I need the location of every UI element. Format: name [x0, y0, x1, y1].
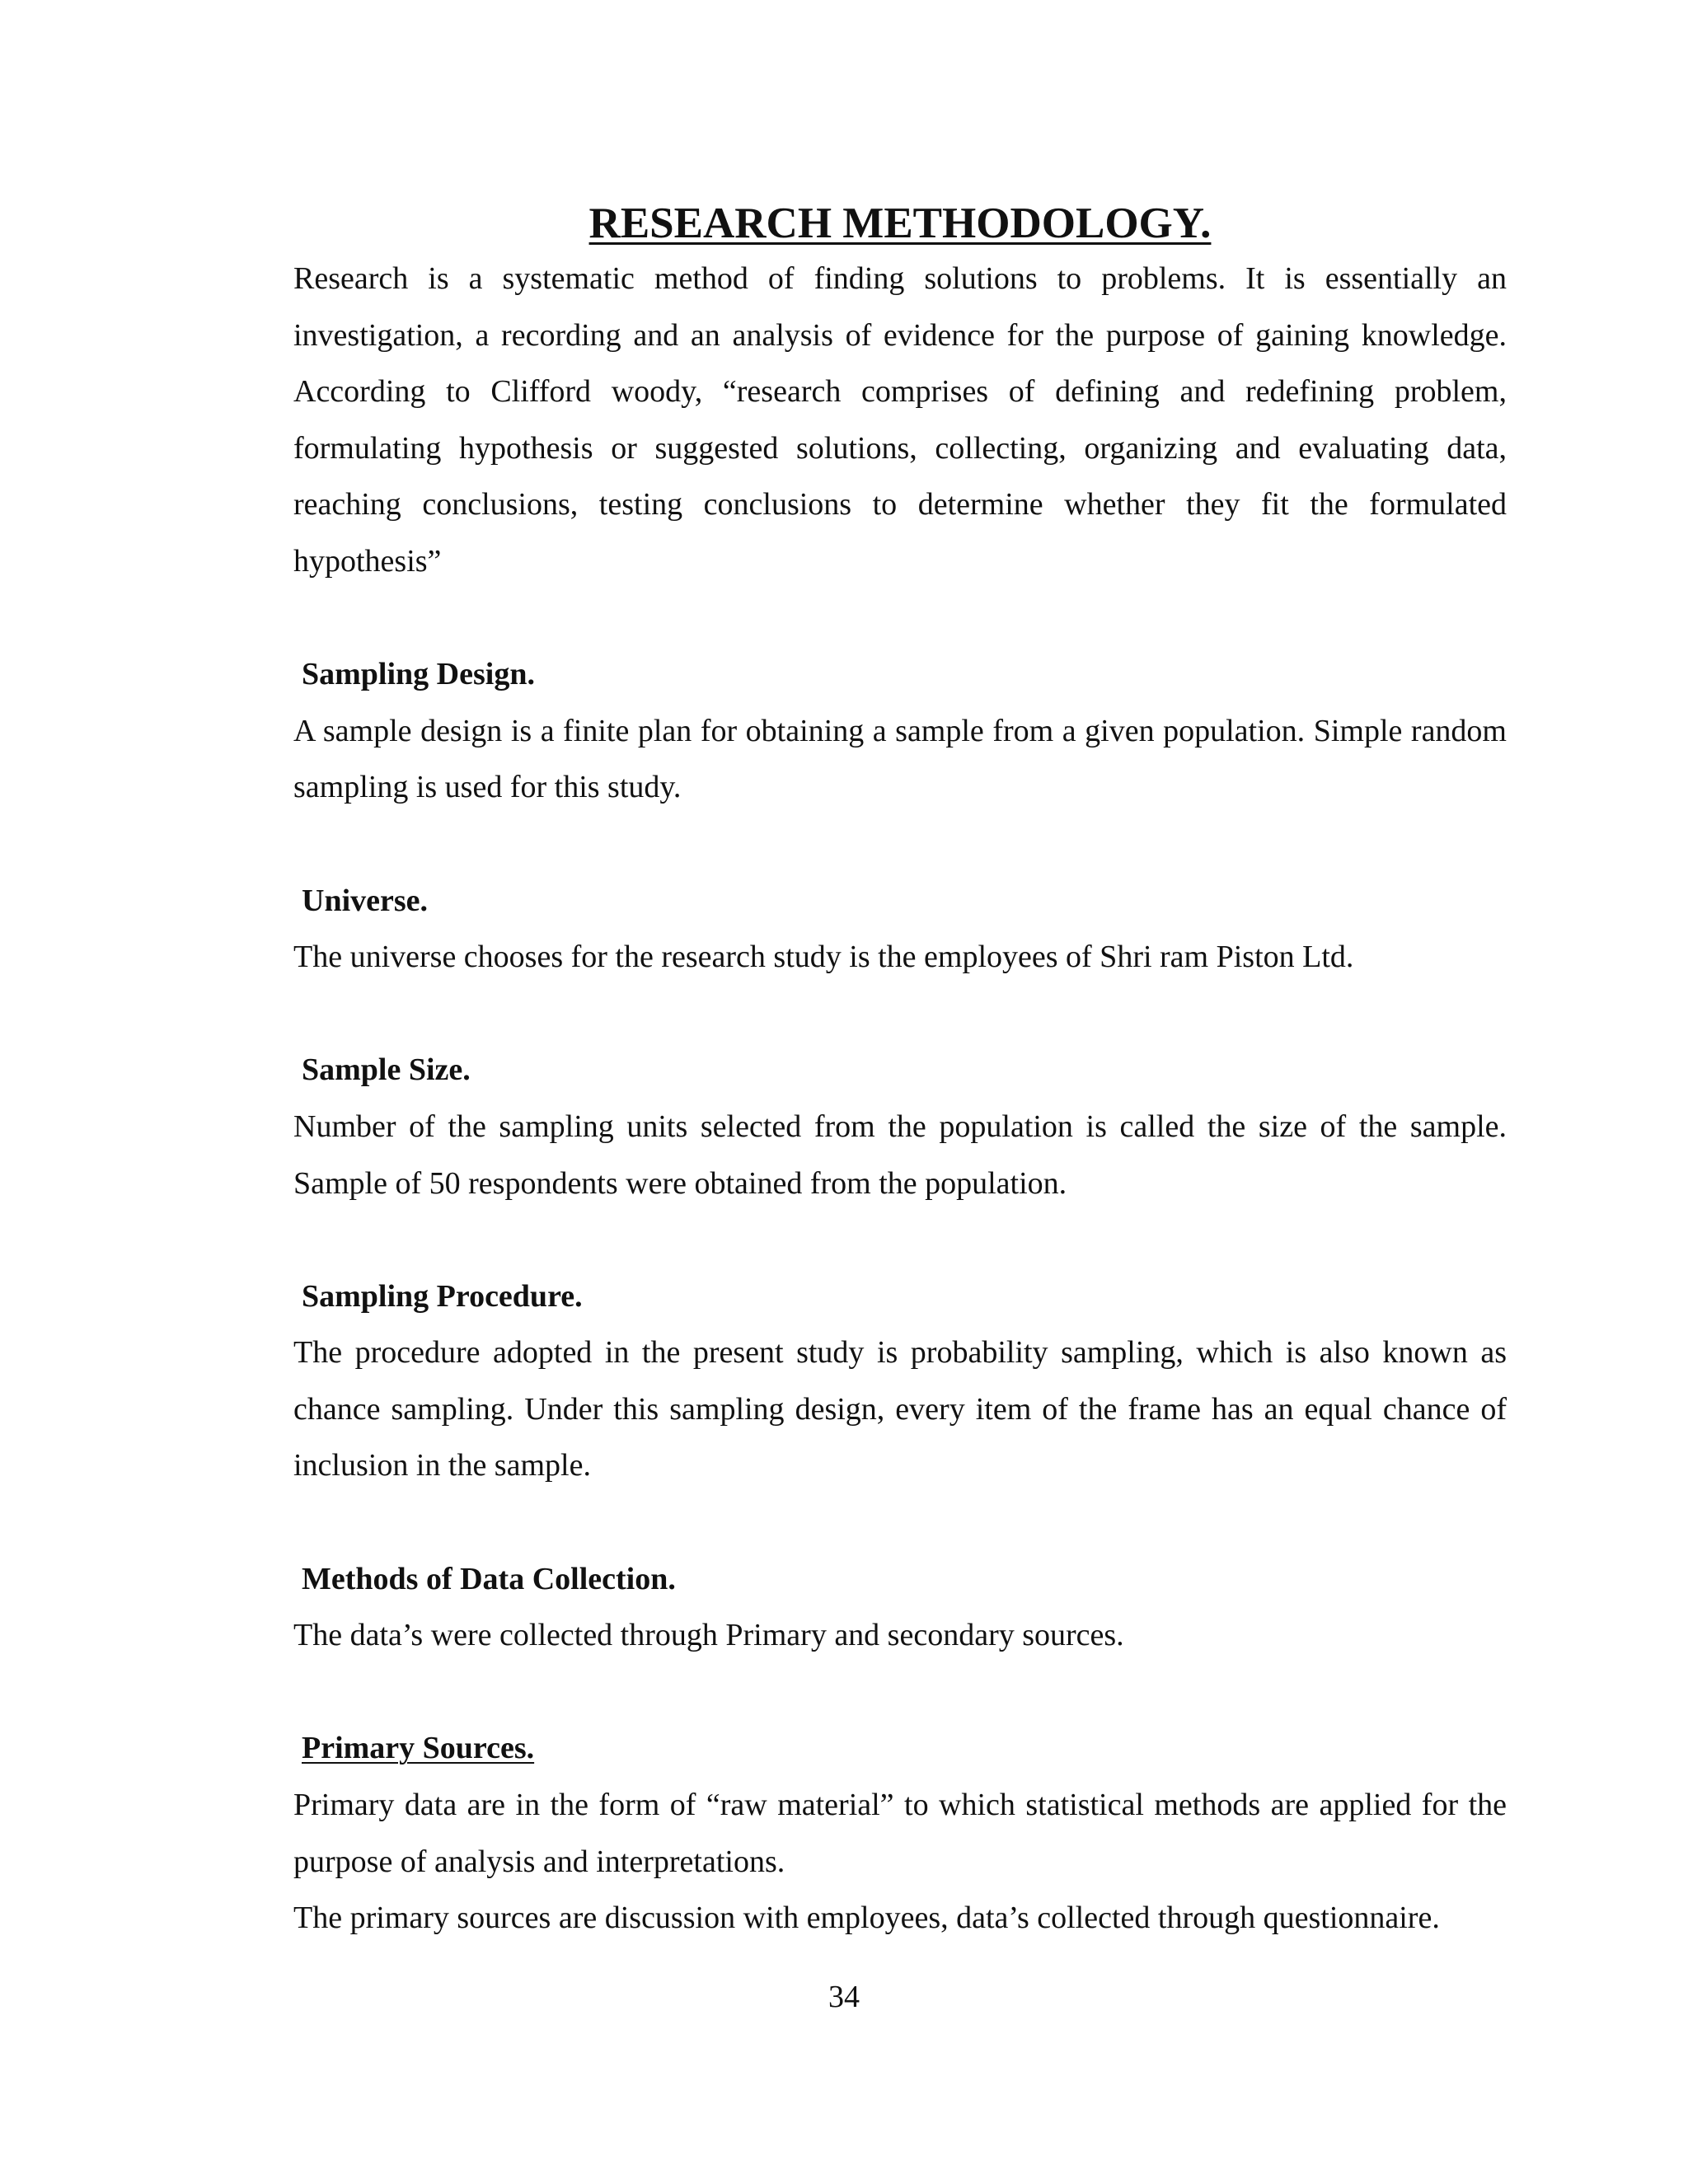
sample-size-paragraph: Number of the sampling units selected from the population is called the size of the sample. Sample of 50 respondents were obtained from the population. — [293, 1108, 1507, 1201]
sampling-design-paragraph: A sample design is a finite plan for obtaining a sample from a given population. Simple random sampling is used for this study. — [293, 713, 1507, 805]
sampling-design-heading: Sampling Design. — [302, 657, 535, 692]
sampling-procedure-paragraph: The procedure adopted in the present study is probability sampling, which is also known as chance sampling. Under this sampling design, every item of the frame has an equal chance of inclusion in the sample. — [293, 1335, 1507, 1483]
universe-heading: Universe. — [302, 883, 429, 918]
primary-sources-paragraph-2: The primary sources are discussion with employees, data’s collected through questionnaire. — [293, 1900, 1440, 1936]
page-number: 34 — [828, 1980, 860, 2014]
sampling-procedure-heading: Sampling Procedure. — [302, 1278, 583, 1314]
primary-sources-paragraph: Primary data are in the form of “raw material” to which statistical methods are applied for the purpose of analysis and interpretations. — [293, 1788, 1507, 1879]
data-collection-heading: Methods of Data Collection. — [302, 1561, 676, 1596]
data-collection-paragraph: The data’s were collected through Primary and secondary sources. — [293, 1618, 1124, 1653]
primary-sources-heading: Primary Sources. — [302, 1731, 535, 1766]
intro-paragraph: Research is a systematic method of finding solutions to problems. It is essentially an investigation, a recording and an analysis of evidence for the purpose of gaining knowledge. According to Clifford woody, “research comprises of defining and redefining problem, formulating hypothesis or suggested solutions, collecting, organizing and evaluating data, reaching conclusions, testing conclusions to determine whether they fit the formulated hypothesis” — [293, 261, 1507, 579]
sample-size-heading: Sample Size. — [302, 1052, 471, 1088]
universe-paragraph: The universe chooses for the research study is the employees of Shri ram Piston Ltd. — [293, 940, 1354, 975]
page-content — [293, 194, 1507, 1947]
page-title: RESEARCH METHODOLOGY. — [588, 199, 1212, 247]
